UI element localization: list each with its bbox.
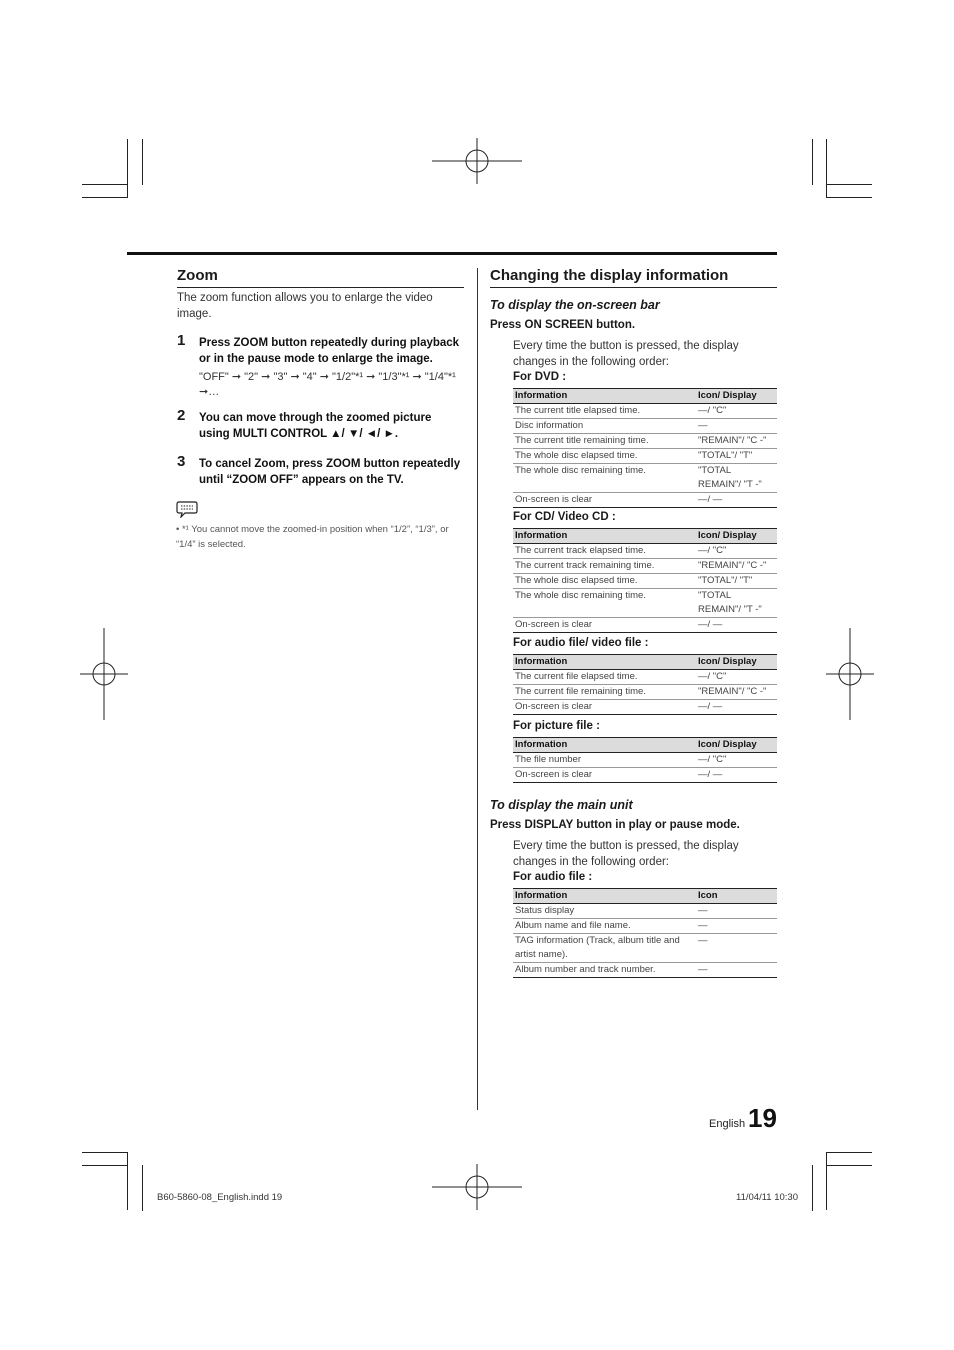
table-header-row bbox=[513, 738, 777, 753]
display-info-title-rule bbox=[490, 287, 777, 288]
table-picture bbox=[513, 737, 777, 783]
onscreen-subtitle: To display the on-screen bar bbox=[490, 298, 660, 312]
table-dvd bbox=[513, 388, 777, 508]
column-header: Icon/ Display bbox=[696, 738, 777, 753]
table-cell: The whole disc remaining time. bbox=[513, 464, 696, 493]
onscreen-desc: Every time the button is pressed, the display changes in the following order: bbox=[513, 340, 739, 368]
table-main-audio-caption: For audio file : bbox=[513, 871, 593, 883]
registration-mark-top bbox=[432, 138, 524, 184]
table-cell: The file number bbox=[513, 753, 696, 768]
seq-item: "1/2"*¹ bbox=[332, 371, 364, 383]
table-row bbox=[513, 419, 777, 434]
table-cell: The current title remaining time. bbox=[513, 434, 696, 449]
arrow-right-icon: ➞ bbox=[319, 371, 329, 383]
table-cell: —/ "C" bbox=[696, 544, 777, 559]
table-cell: Disc information bbox=[513, 419, 696, 434]
column-header: Icon bbox=[696, 889, 777, 904]
table-cell: "REMAIN"/ "C -" bbox=[696, 434, 777, 449]
zoom-title-rule bbox=[177, 287, 464, 288]
slug-datetime: 11/04/11 10:30 bbox=[736, 1192, 798, 1203]
table-cell: The current title elapsed time. bbox=[513, 404, 696, 419]
table-row bbox=[513, 685, 777, 700]
table-row bbox=[513, 589, 777, 618]
column-header: Information bbox=[513, 529, 696, 544]
note-icon bbox=[176, 500, 198, 518]
display-info-title: Changing the display information bbox=[490, 267, 729, 284]
table-row bbox=[513, 934, 777, 963]
seq-item: … bbox=[208, 386, 220, 398]
seq-item: "2" bbox=[244, 371, 259, 383]
table-cd bbox=[513, 528, 777, 633]
table-cell: —/ — bbox=[696, 493, 777, 508]
zoom-title: Zoom bbox=[177, 267, 218, 284]
table-cell: — bbox=[696, 934, 777, 963]
table-row bbox=[513, 544, 777, 559]
table-cell: "TOTAL REMAIN"/ "T -" bbox=[696, 464, 777, 493]
registration-mark-right bbox=[826, 628, 874, 720]
column-divider bbox=[477, 268, 478, 1110]
table-cell: "REMAIN"/ "C -" bbox=[696, 685, 777, 700]
table-cell: — bbox=[696, 963, 777, 978]
arrow-right-icon: ➞ bbox=[290, 371, 300, 383]
table-header-row bbox=[513, 389, 777, 404]
table-header-row bbox=[513, 889, 777, 904]
table-row bbox=[513, 559, 777, 574]
arrow-right-icon: ➞ bbox=[366, 371, 376, 383]
table-row bbox=[513, 768, 777, 783]
table-cell: The current track remaining time. bbox=[513, 559, 696, 574]
table-dvd-caption: For DVD : bbox=[513, 371, 567, 383]
table-row bbox=[513, 963, 777, 978]
arrow-right-icon: ➞ bbox=[412, 371, 422, 383]
table-row bbox=[513, 670, 777, 685]
table-row bbox=[513, 618, 777, 633]
footer-language: English bbox=[709, 1118, 746, 1130]
table-cell: On-screen is clear bbox=[513, 700, 696, 715]
table-header-row bbox=[513, 655, 777, 670]
table-cell: —/ "C" bbox=[696, 670, 777, 685]
step-2-number: 2 bbox=[177, 407, 186, 424]
table-cell: — bbox=[696, 919, 777, 934]
table-cell: The whole disc remaining time. bbox=[513, 589, 696, 618]
table-cell: On-screen is clear bbox=[513, 493, 696, 508]
page-number: 19 bbox=[748, 1103, 777, 1133]
registration-mark-bottom bbox=[432, 1164, 524, 1210]
table-cell: —/ "C" bbox=[696, 404, 777, 419]
arrow-right-icon: ➞ bbox=[199, 386, 209, 398]
table-cell: —/ "C" bbox=[696, 753, 777, 768]
table-row bbox=[513, 449, 777, 464]
column-header: Information bbox=[513, 889, 696, 904]
step-3-number: 3 bbox=[177, 453, 186, 470]
table-cell: —/ — bbox=[696, 618, 777, 633]
column-header: Information bbox=[513, 738, 696, 753]
mainunit-desc: Every time the button is pressed, the display changes in the following order: bbox=[513, 840, 739, 868]
table-picture-caption: For picture file : bbox=[513, 720, 600, 732]
column-header: Icon/ Display bbox=[696, 389, 777, 404]
seq-item: "OFF" bbox=[199, 371, 229, 383]
column-header: Information bbox=[513, 389, 696, 404]
top-rule bbox=[127, 252, 777, 255]
step-2-text: You can move through the zoomed picture using MULTI CONTROL ▲/ ▼/ ◄/ ►. bbox=[199, 412, 432, 440]
table-audio-video bbox=[513, 654, 777, 715]
arrow-right-icon: ➞ bbox=[231, 371, 242, 383]
seq-item: "3" bbox=[273, 371, 288, 383]
table-cell: The current file remaining time. bbox=[513, 685, 696, 700]
table-row bbox=[513, 753, 777, 768]
table-cell: —/ — bbox=[696, 700, 777, 715]
step-1-number: 1 bbox=[177, 332, 186, 349]
zoom-sequence bbox=[199, 370, 465, 400]
table-cell: "TOTAL"/ "T" bbox=[696, 574, 777, 589]
registration-mark-left bbox=[80, 628, 128, 720]
mainunit-subtitle: To display the main unit bbox=[490, 798, 633, 812]
table-row bbox=[513, 700, 777, 715]
table-row bbox=[513, 919, 777, 934]
table-cell: TAG information (Track, album title and artist name). bbox=[513, 934, 696, 963]
table-cell: The whole disc elapsed time. bbox=[513, 449, 696, 464]
table-cell: Status display bbox=[513, 904, 696, 919]
table-row bbox=[513, 904, 777, 919]
table-cell: The current file elapsed time. bbox=[513, 670, 696, 685]
table-header-row bbox=[513, 529, 777, 544]
mainunit-press: Press DISPLAY button in play or pause mode. bbox=[490, 819, 740, 831]
step-1-text: Press ZOOM button repeatedly during playback or in the pause mode to enlarge the image. bbox=[199, 337, 460, 365]
onscreen-press: Press ON SCREEN button. bbox=[490, 319, 636, 331]
table-cell: — bbox=[696, 904, 777, 919]
zoom-intro: The zoom function allows you to enlarge the video image. bbox=[177, 292, 433, 320]
seq-item: "4" bbox=[302, 371, 317, 383]
table-audio-video-caption: For audio file/ video file : bbox=[513, 637, 649, 649]
table-row bbox=[513, 464, 777, 493]
table-row bbox=[513, 574, 777, 589]
arrow-right-icon: ➞ bbox=[261, 371, 271, 383]
table-main-audio bbox=[513, 888, 777, 978]
table-cell: Album number and track number. bbox=[513, 963, 696, 978]
table-cell: "TOTAL"/ "T" bbox=[696, 449, 777, 464]
table-cell: On-screen is clear bbox=[513, 768, 696, 783]
table-cell: "REMAIN"/ "C -" bbox=[696, 559, 777, 574]
table-cell: —/ — bbox=[696, 768, 777, 783]
step-3-text: To cancel Zoom, press ZOOM button repeatedly until “ZOOM OFF” appears on the TV. bbox=[199, 458, 461, 486]
seq-item: "1/4"*¹ bbox=[424, 371, 456, 383]
table-cell: Album name and file name. bbox=[513, 919, 696, 934]
slug-filename: B60-5860-08_English.indd 19 bbox=[157, 1192, 283, 1203]
column-header: Information bbox=[513, 655, 696, 670]
column-header: Icon/ Display bbox=[696, 529, 777, 544]
table-cell: The current track elapsed time. bbox=[513, 544, 696, 559]
table-row bbox=[513, 493, 777, 508]
seq-item: "1/3"*¹ bbox=[378, 371, 410, 383]
table-cd-caption: For CD/ Video CD : bbox=[513, 511, 616, 523]
table-cell: The whole disc elapsed time. bbox=[513, 574, 696, 589]
column-header: Icon/ Display bbox=[696, 655, 777, 670]
zoom-note: • *¹ You cannot move the zoomed-in position when “1/2”, “1/3”, or “1/4” is selected. bbox=[176, 524, 449, 550]
table-cell: On-screen is clear bbox=[513, 618, 696, 633]
table-row bbox=[513, 434, 777, 449]
table-row bbox=[513, 404, 777, 419]
table-cell: — bbox=[696, 419, 777, 434]
table-cell: "TOTAL REMAIN"/ "T -" bbox=[696, 589, 777, 618]
